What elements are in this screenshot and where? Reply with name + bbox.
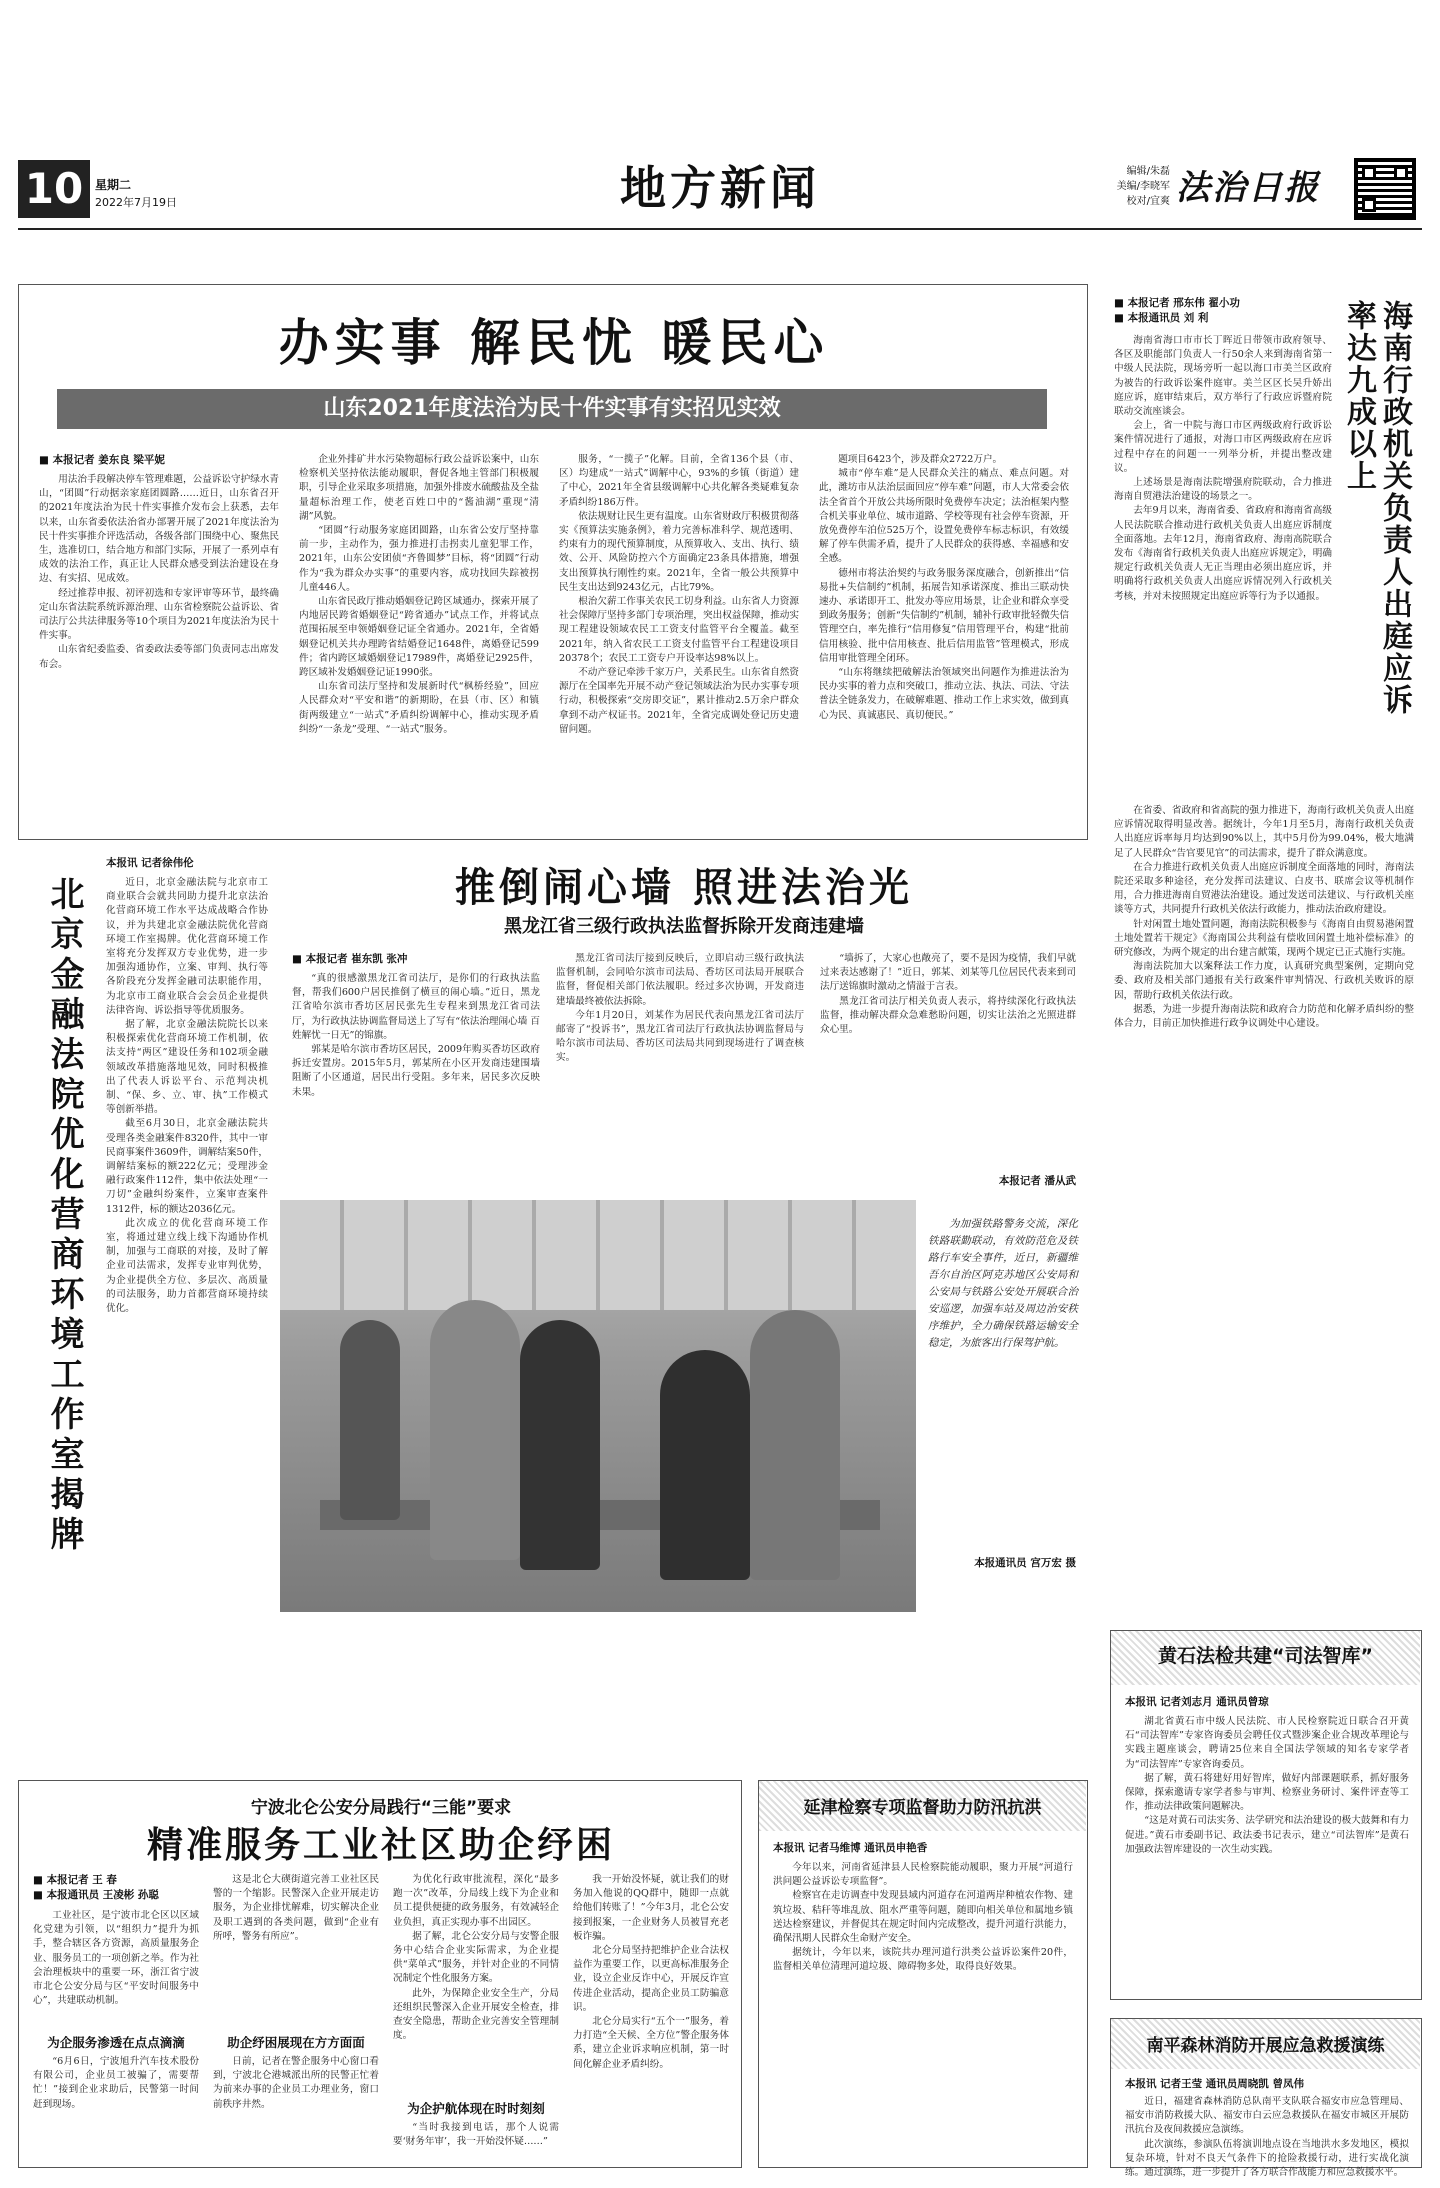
paragraph: 在合力推进行政机关负责人出庭应诉制度全面落地的同时，海南法院还采取多种途径，充分发挥司法建议、白皮书、联席会议等机制作用，合力推进海南自贸港法治建设。通过发送司法建议、与行政机关座谈等方式，共同提升行政机关依法行政能力，推动法治政府建设。 xyxy=(1114,861,1414,916)
byline: 本报讯 记者刘志月 通讯员曾琼 xyxy=(1125,1696,1269,1708)
byline: 本报讯 记者马维博 通讯员申艳香 xyxy=(773,1842,928,1854)
paragraph: “这是对黄石司法实务、法学研究和法治建设的极大鼓舞和有力促进。”黄石市委副书记、政法委书记表示，建立“司法智库”是黄石加强政法智库建设的一次生动实践。 xyxy=(1125,1815,1409,1855)
paragraph: 据了解，北仑公安分局与安警企服务中心结合企业实际需求，为企业提供“菜单式”服务，并针对企业的不同情况制定个性化服务方案。 xyxy=(393,1930,559,1985)
byline-line: ■ 本报记者 邢东伟 翟小功 xyxy=(1114,297,1240,309)
paragraph: 经过推荐申报、初评初选和专家评审等环节，最终确定山东省法院系统诉源治理、山东省检察院公益诉讼、省司法厅公共法律服务等10个项目为2021年度法治为民十件实事。 xyxy=(39,587,279,642)
article-huangshi xyxy=(1110,1630,1422,2000)
paragraph: 据了解，黄石将建好用好智库，做好内部课题联系，抓好服务保障，探索邀请专家学者参与审判、检察业务研讨、案件评查等工作，推动法律政策问题解决。 xyxy=(1125,1772,1409,1813)
paragraph: 今年以来，河南省延津县人民检察院能动履职，聚力开展“河道行洪问题公益诉讼专项监督”。 xyxy=(773,1862,1073,1888)
paragraph: 山东省民政厅推动婚姻登记跨区域通办，探索开展了内地居民跨省婚姻登记“跨省通办”试点工作，并将试点范围拓展至申领婚姻登记证全省通办。2021年，全省婚姻登记机关共办理跨省结婚登记1648件，离婚登记599件；省内跨区域婚姻登记17989件，离婚登记2925件，跨区域补发婚姻登记证1990张。 xyxy=(299,596,539,679)
paragraph: “当时我接到电话，那个人说需要‘财务年审’，我一开始没怀疑……” xyxy=(393,2122,559,2148)
article-subtitle: 黑龙江省三级行政执法监督拆除开发商违建墙 xyxy=(504,916,864,937)
text-column xyxy=(820,952,1076,1168)
text-column xyxy=(393,1873,559,2093)
paragraph: 据了解，北京金融法院院长以来积极探索优化营商环境工作机制，依法支持“两区”建设任务和102项金融领域改革措施落地见效，同时积极推出了代表人诉讼平台、示范判决机制、“保、乡、立、审、执”工作模式等创新举措。 xyxy=(106,1019,268,1116)
paragraph: 此次演练，参演队伍将演训地点设在当地洪水多发地区，模拟复杂环境，针对不良天气条件下的抢险救援行动，进行实战化演练。通过演练，进一步提升了各方联合作战能力和应急救援水平。 xyxy=(1125,2138,1409,2179)
article-shandong xyxy=(18,284,1088,840)
article-yanjin xyxy=(758,1780,1088,2168)
editor-credit: 校对/宜爽 xyxy=(1126,196,1170,207)
paragraph: “真的很感激黑龙江省司法厅，是你们的行政执法监督，帮我们600户居民推倒了横亘的闹心墙。”近日，黑龙江省哈尔滨市香坊区居民张先生专程来到黑龙江省司法厅，为行政执法协调监督局送上了写有“依法治理闹心墙 百姓解忧一日无”的锦旗。 xyxy=(292,973,540,1041)
paragraph: 黑龙江省司法厅相关负责人表示，将持续深化行政执法监督，推动解决群众急难愁盼问题，切实让法治之光照进群众心里。 xyxy=(820,995,1076,1036)
article-kicker: 宁波北仑公安分局践行“三能”要求 xyxy=(250,1798,512,1818)
paragraph: “山东将继续把破解法治领域突出问题作为推进法治为民办实事的着力点和突破口，推动立法、执法、司法、守法普法全链条发力，在破解难题、推动工作上求实效，做到真心为民、真诚惠民、真切便民。” xyxy=(819,667,1069,721)
paragraph: 北仑分局坚持把维护企业合法权益作为重要工作，以更高标准服务企业，设立企业反诈中心，开展反诈宣传进企业活动，提高企业员工防骗意识。 xyxy=(573,1945,729,2013)
byline: 本报讯 记者徐伟伦 xyxy=(106,857,194,869)
text-column xyxy=(1125,1715,1409,1991)
byline-line: ■ 本报通讯员 刘 利 xyxy=(1114,312,1209,324)
byline: ■ 本报记者 姜东良 梁平妮 xyxy=(39,454,165,466)
text-column xyxy=(819,453,1069,829)
paragraph: 题项目6423个，涉及群众2722万户。 xyxy=(838,454,1003,465)
paragraph: 会上，省一中院与海口市区两级政府行政诉讼案件情况进行了通报，对海口市区两级政府在应诉过程中存在的问题一一列举分析，并提出整改建议。 xyxy=(1114,420,1332,474)
byline-line: ■ 本报记者 王 春 xyxy=(33,1874,117,1886)
article-heilongjiang xyxy=(280,856,1088,1756)
paragraph: 近日，福建省森林消防总队南平支队联合福安市应急管理局、福安市消防救援大队、福安市白云应急救援队在福安市城区开展防汛抗台及夜间救援应急演练。 xyxy=(1125,2096,1409,2136)
article-title: 办实事 解民忧 暖民心 xyxy=(278,314,830,372)
text-column xyxy=(573,1873,729,2161)
text-column xyxy=(39,473,279,829)
section-subhead: 为企服务渗透在点点滴滴 xyxy=(47,2035,185,2050)
paragraph: 山东省纪委监委、省委政法委等部门负责同志出席发布会。 xyxy=(39,644,279,670)
paragraph: 据统计，今年以来，该院共办理河道行洪类公益诉讼案件20件，监督相关单位清理河道垃圾、障碍物多处，取得良好效果。 xyxy=(773,1947,1073,1973)
paragraph: 此外，为保障企业安全生产，分局还组织民警深入企业开展安全检查，排查安全隐患，帮助企业完善安全管理制度。 xyxy=(393,1987,559,2042)
paragraph: 服务，“一揽子”化解。目前，全省136个县（市、区）均建成“一站式”调解中心，93%的乡镇（街道）建了中心，2021年全省县级调解中心共化解各类疑难复杂矛盾纠纷186万件。 xyxy=(559,454,799,508)
article-title: 推倒闹心墙 照进法治光 xyxy=(455,865,913,911)
text-column-lower xyxy=(1114,804,1414,1604)
article-title: 黄石法检共建“司法智库” xyxy=(1158,1645,1373,1667)
paragraph: 海南省海口市市长丁晖近日带领市政府领导、各区及职能部门负责人一行50余人来到海南省第一中级人民法院，现场旁听一起以海口市美兰区政府为被告的行政诉讼案件庭审。美兰区区长吴升娇出庭应诉，庭审结束后，双方举行了行政应诉暨府院联动交流座谈会。 xyxy=(1114,335,1332,418)
weekday: 星期二 xyxy=(95,178,132,192)
paragraph: 根治欠薪工作事关农民工切身利益。山东省人力资源社会保障厅坚持多部门专项治理，突出权益保障，推动实现工程建设领域农民工工资支付监管平台全覆盖。截至2021年，纳入省农民工工资支付监管平台工程建设项目20378个；农民工工资专户开设率达98%以上。 xyxy=(559,596,799,664)
paragraph: 针对闲置土地处置问题，海南法院积极参与《海南自由贸易港闲置土地处置若干规定》《海南国公共利益有偿收回闲置土地补偿标准》的研究修改，为两个规定的出台建言献策，现两个规定已正式施行实施。 xyxy=(1114,918,1414,959)
header-rule xyxy=(18,228,1422,230)
editor-credit: 美编/李晓军 xyxy=(1116,181,1170,192)
paragraph: “6月6日，宁波旭升汽车技术股份有限公司，企业员工被骗了，需要帮忙！”接到企业求助后，民警第一时间赶到现场。 xyxy=(33,2056,199,2110)
article-hainan xyxy=(1110,284,1422,1614)
paragraph: 检察官在走访调查中发现县域内河道存在河道两岸种植农作物、建筑垃圾、秸秆等堆乱放、阻水严重等问题，随即向相关单位和属地乡镇送达检察建议，并督促其在规定时间内完成整改，提升河道行洪能力，确保汛期人民群众生命财产安全。 xyxy=(773,1890,1073,1945)
text-column xyxy=(213,2055,379,2161)
article-title: 精准服务工业社区助企纾困 xyxy=(146,1825,615,1866)
text-column xyxy=(292,972,540,1168)
editor-credits xyxy=(1108,164,1170,209)
paragraph: 工业社区，是宁波市北仑区以区域化党建为引领，以“组织力”提升为抓手，整合辖区各方资源，高质量服务企业、服务员工的一项创新之举。作为社会治理板块中的重要一环，浙江省宁波市北仑公安分局与区“平安时间服务中心”，共建联动机制。 xyxy=(33,1910,199,2007)
text-column xyxy=(33,1909,199,2025)
paragraph: 郭某是哈尔滨市香坊区居民，2009年购买香坊区政府拆迁安置房。2015年5月，郭某所在小区开发商违建围墙阻断了小区通道，居民出行受阻。多年来，居民多次反映未果。 xyxy=(292,1044,540,1098)
text-column xyxy=(299,453,539,829)
paragraph: 山东省司法厅坚持和发展新时代“枫桥经验”，回应人民群众对“平安和谐”的新期盼，在县（市、区）和镇街两级建立“一站式”矛盾纠纷调解中心，推动实现矛盾纠纷“一条龙”受理、“一站式”服务。 xyxy=(299,681,539,735)
paragraph: 城市“停车难”是人民群众关注的痛点、难点问题。对此，潍坊市从法治层面回应“停车难”问题，市人大常委会依法全省首个开放公共场所限时免费停车决定；法治框架内整合机关事业单位、城市道路、学校等现有社会停车资源，开放免费停车泊位525万个，设置免费停车标志标识，有效缓解了停车供需矛盾，提升了人民群众的获得感、幸福感和安全感。 xyxy=(819,468,1069,565)
paragraph: 去年9月以来，海南省委、省政府和海南省高级人民法院联合推动进行政机关负责人出庭应诉制度全面落地。去年12月，海南省政府、海南高院联合发布《海南省行政机关负责人出庭应诉规定》，明确规定行政机关负责人无正当理由必须出庭应诉，并明确将行政机关负责人出庭应诉情况列入行政机关考核，并对未按照规定出庭应诉等行为予以通报。 xyxy=(1114,505,1332,602)
byline: ■ 本报记者 崔东凯 张冲 xyxy=(292,953,408,965)
paragraph: 上述场景是海南法院增强府院联动，合力推进海南自贸港法治建设的场景之一。 xyxy=(1114,477,1332,503)
subtitle-banner xyxy=(57,389,1047,429)
paragraph: “团圆”行动服务家庭团圆路，山东省公安厅坚持靠前一步，主动作为，强力推进打击拐卖儿童犯罪工作，2021年，山东公安团侦“齐鲁圆梦”目标，将“团圆”行动作为“我为群众办实事”的重要内容，成功找回失踪被拐儿童446人。 xyxy=(299,525,539,593)
paragraph: 日前，记者在警企服务中心窗口看到，宁波北仑港城派出所的民警正忙着为前来办事的企业员工办理业务，窗口前秩序井然。 xyxy=(213,2056,379,2110)
paragraph: 在省委、省政府和省高院的强力推进下，海南行政机关负责人出庭应诉情况取得明显改善。据统计，今年1月至5月，海南行政机关负责人出庭应诉率每月均达到90%以上，其中5月份为99.04%，极大地满足了人民群众“告官要见官”的司法需求，提升了群众满意度。 xyxy=(1114,805,1414,859)
text-column xyxy=(556,952,804,1168)
paragraph: 不动产登记牵涉千家万户，关系民生。山东省自然资源厅在全国率先开展不动产登记领域法治为民办实事专项行动，积极探索“交房即交证”，累计推动2.5万余户群众拿到不动产权证书。2021年，全省完成调处登记历史遗留问题。 xyxy=(559,667,799,735)
article-subtitle: 山东2021年度法治为民十件实事有实招见实效 xyxy=(323,396,781,421)
paragraph: 我一开始没怀疑，就让我们的财务加入他说的QQ群中，随即一点就给他们转账了！”今年3月，北仑公安接到报案，一企业财务人员被冒充老板诈骗。 xyxy=(573,1874,729,1942)
article-title: 延津检察专项监督助力防汛抗洪 xyxy=(803,1798,1042,1818)
paragraph: 企业外排矿井水污染物超标行政公益诉讼案中，山东检察机关坚持依法能动履职，督促各地主管部门积极履职，引导企业采取多项措施，加强外排废水硫酸盐及全盐量超标治理工作，使老百姓口中的“酱油湖”重现“清湖”风貌。 xyxy=(299,454,539,522)
section-subhead: 为企护航体现在时时刻刻 xyxy=(407,2101,545,2116)
paragraph: 依法规财让民生更有温度。山东省财政厅积极贯彻落实《预算法实施条例》，着力完善标准科学、规范透明、约束有力的现代预算制度，从预算收入、支出、执行、绩效、公开、风险防控六个方面确定23条具体措施，增强支出预算执行刚性约束。2021年，全省一般公共预算中民生支出达到9243亿元，占比79%。 xyxy=(559,510,799,593)
paragraph: 据悉，为进一步提升海南法院和政府合力防范和化解矛盾纠纷的整体合力，目前正加快推进行政争议调处中心建设。 xyxy=(1114,1003,1414,1030)
text-column xyxy=(773,1861,1073,2161)
article-beijing xyxy=(18,856,270,1756)
text-column xyxy=(106,876,268,1756)
photo-caption: 为加强铁路警务交流，深化铁路联勤联动，有效防范危及铁路行车安全事件，近日，新疆维吾尔自治区阿克苏地区公安局和公安局与铁路公安处开展联合治安巡逻，加强车站及周边治安秩序维护，全力确保铁路运输安全稳定，为旅客出行保驾护航。 xyxy=(928,1218,1078,1349)
paragraph: 为优化行政审批流程，深化“最多跑一次”改革，分局线上线下为企业和员工提供便捷的政务服务，有效减轻企业负担，真正实现办事不出园区。 xyxy=(393,1874,559,1928)
text-column xyxy=(33,2055,199,2161)
section-subhead: 助企纾困展现在方方面面 xyxy=(227,2035,365,2050)
byline-line: ■ 本报通讯员 王凌彬 孙聪 xyxy=(33,1889,159,1901)
text-column-upper xyxy=(1114,334,1332,794)
qr-code-icon xyxy=(1354,158,1416,220)
paragraph: 此次成立的优化营商环境工作室，将通过建立线上线下沟通协作机制，加强与工商联的对接，及时了解企业司法需求，发挥专业审判优势，为企业提供全方位、多层次、高质量的司法服务，助力首都营商环境持续优化。 xyxy=(106,1217,268,1315)
text-column xyxy=(213,1873,379,2025)
issue-date: 2022年7月19日 xyxy=(95,196,177,209)
paragraph: 黑龙江省司法厅接到反映后，立即启动三级行政执法监督机制，会同哈尔滨市司法局、香坊区司法局开展联合监督，督促相关部门依法履职。经过多次协调，开发商违建墙最终被依法拆除。 xyxy=(556,953,804,1007)
byline xyxy=(1114,296,1314,326)
section-title: 地方新闻 xyxy=(620,161,820,215)
paragraph: 这是北仑大碶街道完善工业社区民警的一个缩影。民警深入企业开展走访服务，为企业排忧解难，切实解决企业及职工遇到的各类问题，做到“企业有所呼，警务有所应”。 xyxy=(213,1874,379,1942)
text-column xyxy=(559,453,799,829)
editor-credit: 编辑/朱磊 xyxy=(1126,166,1170,177)
paragraph: 今年1月20日，刘某作为居民代表向黑龙江省司法厅邮寄了“投诉书”，黑龙江省司法厅行政执法协调监督局与哈尔滨市司法局、香坊区司法局共同到现场进行了调查核实。 xyxy=(556,1009,804,1064)
byline xyxy=(33,1873,203,1903)
text-column xyxy=(393,2121,559,2161)
text-column xyxy=(1125,2095,1409,2179)
page-number: 10 xyxy=(24,164,84,213)
article-title: 南平森林消防开展应急救援演练 xyxy=(1146,2036,1385,2056)
article-title: 北京金融法院优化营商环境工作室揭牌 xyxy=(44,876,84,1556)
byline: 本报讯 记者王莹 通讯员周晓凯 曾凤伟 xyxy=(1125,2078,1304,2090)
paragraph: “墙拆了，大家心也敞亮了，要不是因为疫情，我们早就过来表达感谢了！”近日，郭某、刘某等几位居民代表来到司法厅送锦旗时激动之情溢于言表。 xyxy=(820,953,1076,993)
paragraph: 湖北省黄石市中级人民法院、市人民检察院近日联合召开黄石“司法智库”专家咨询委员会聘任仪式暨涉案企业合规改革理论与实践主题座谈会，聘请25位来自全国法学领域的知名专家学者为“司法智库”专家咨询委员。 xyxy=(1125,1716,1409,1770)
paragraph: 北仑分局实行“五个一”服务，着力打造“全天候、全方位”警企服务体系，建立企业诉求响应机制，第一时间化解企业矛盾纠纷。 xyxy=(573,2016,729,2070)
author-credit: 本报记者 潘从武 xyxy=(998,1175,1076,1187)
page-number-box xyxy=(18,160,90,218)
article-nanping xyxy=(1110,2018,1422,2179)
masthead-logo: 法治日报 xyxy=(1176,168,1320,208)
paragraph: 截至6月30日，北京金融法院共受理各类金融案件8320件，其中一审民商事案件3609件，调解结案50件，调解结案标的额222亿元；受理涉金融行政案件112件，集中依法处理“一刀切”金融纠纷案件，立案审查案件1312件，标的额达2036亿元。 xyxy=(106,1118,268,1215)
article-title: 海南行政机关负责人出庭应诉率达九成以上 xyxy=(1341,300,1412,716)
article-ningbo xyxy=(18,1780,742,2168)
news-photo xyxy=(280,1200,916,1612)
photo-credit: 本报通讯员 宫万宏 摄 xyxy=(974,1557,1076,1569)
paragraph: 近日，北京金融法院与北京市工商业联合会就共同助力提升北京法治化营商环境工作水平达成战略合作协议，并为共建北京金融法院优化营商环境工作室揭牌。优化营商环境工作室将充分发挥双方专业优势，进一步加强沟通协作，立案、审判、执行等各阶段充分发挥金融司法职能作用，为北京市工商业联合会会员企业提供法律咨询、诉讼指导等优质服务。 xyxy=(106,877,268,1016)
paragraph: 用法治手段解决停车管理难题，公益诉讼守护绿水青山，“团圆”行动据亲家庭团圆路……近日，山东省召开的2021年度法治为民十件实事推介发布会上获悉，去年以来，山东省委依法治省办部署开展了2021年度法治为民十件实事推介评选活动，各级各部门围绕中心、聚焦民生，选准切口，结合地方和部门实际，开展了一系列卓有成效的法治工作，真正让人民群众感受到法治建设在身边、有实招、见成效。 xyxy=(39,474,279,585)
paragraph: 海南法院加大以案释法工作力度，认真研究典型案例，定期向党委、政府及相关部门通报有关行政案件审判情况、行政机关败诉的原因，帮助行政机关依法行政。 xyxy=(1114,961,1414,1001)
paragraph: 德州市将法治契约与政务服务深度融合，创新推出“信易批+失信制约”机制，拓展告知承诺深度、推出三联动快速办、承诺即开工、批发办等应用场景，让企业和群众享受到政务服务；创新“失信制约”机制，辅补行政审批轻微失信管理空白，率先推行“信用修复”信用管理平台，构建“批前信用核验、批中信用核查、批后信用监管”管理模式，形成信用审批管理全闭环。 xyxy=(819,567,1069,664)
